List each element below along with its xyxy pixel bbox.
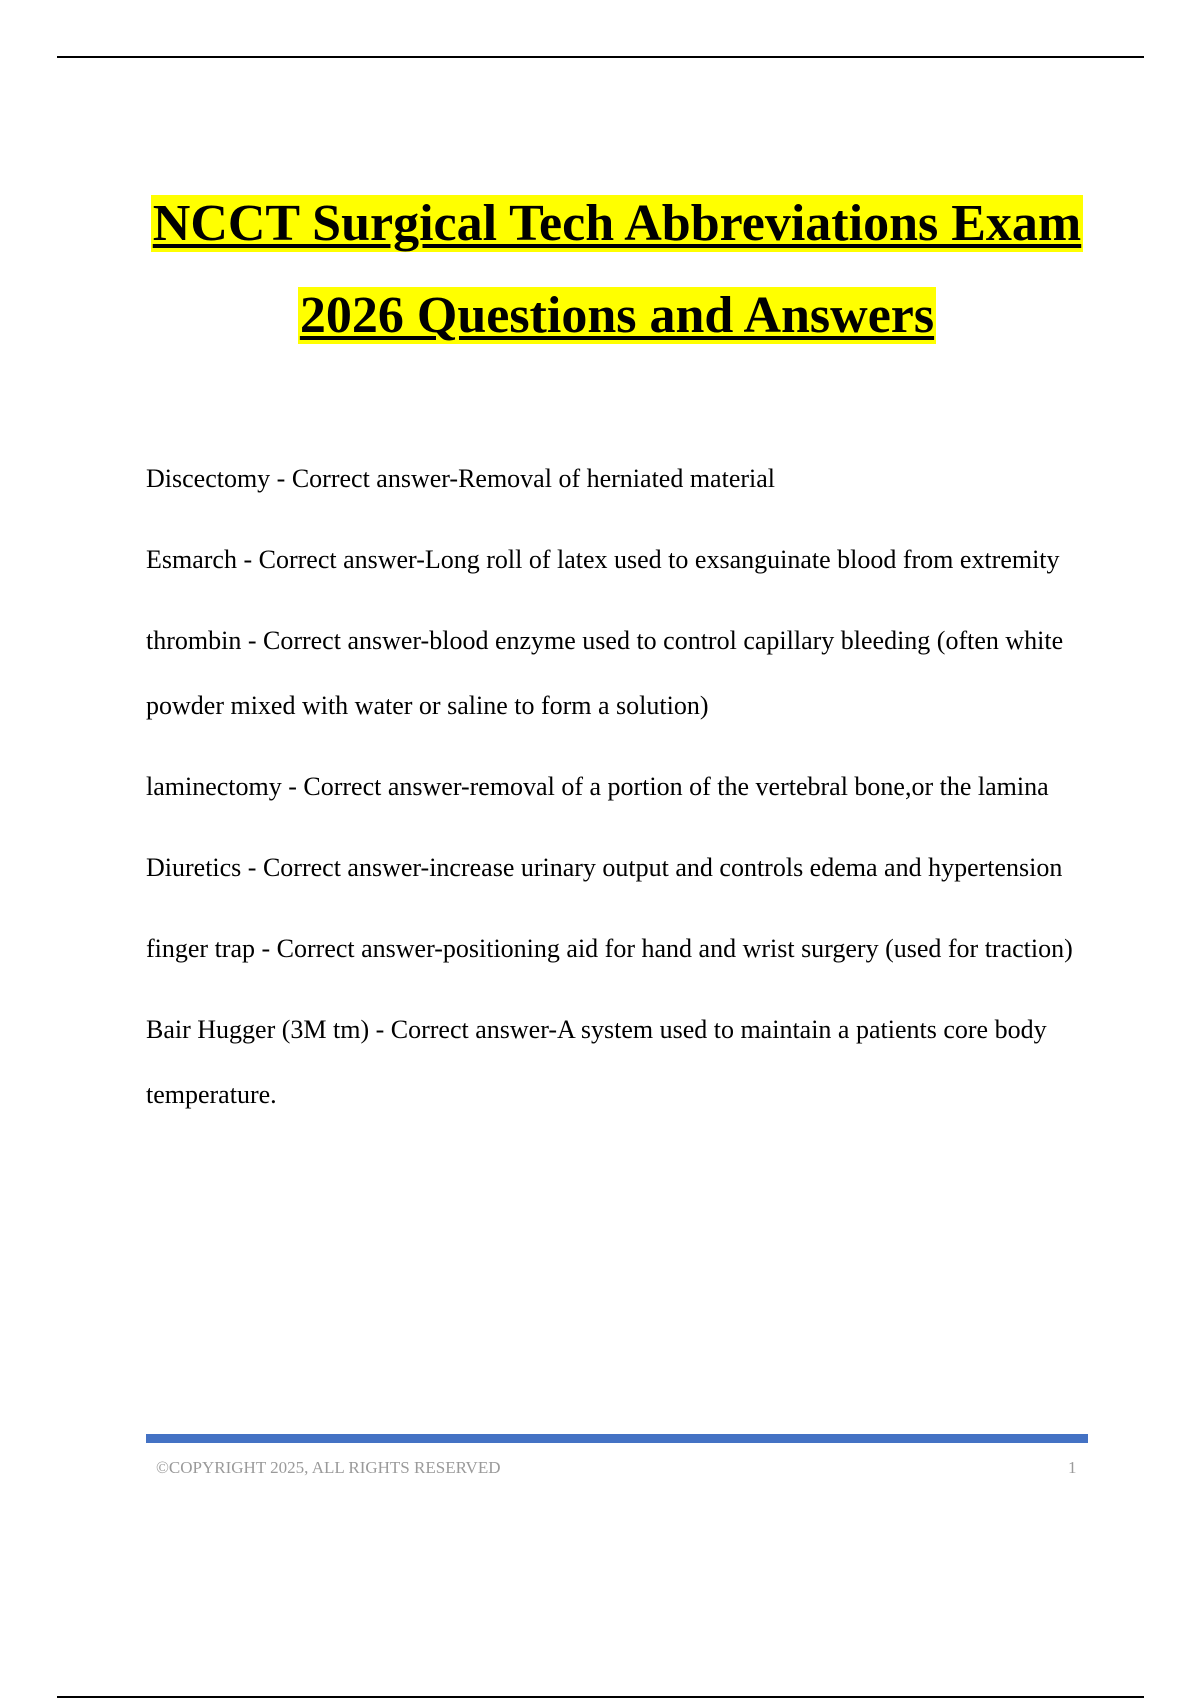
footer-divider [146, 1434, 1088, 1443]
qa-entry-bair-hugger: Bair Hugger (3M tm) - Correct answer-A system used to maintain a patients core body temperature. [146, 1015, 1047, 1109]
qa-entry-diuretics: Diuretics - Correct answer-increase urinary output and controls edema and hypertension [146, 853, 1063, 882]
document-title [120, 178, 1114, 362]
copyright-notice: ©COPYRIGHT 2025, ALL RIGHTS RESERVED [156, 1458, 501, 1477]
qa-entry-esmarch: Esmarch - Correct answer-Long roll of latex used to exsanguinate blood from extremity [146, 545, 1060, 574]
qa-list [146, 446, 1096, 1143]
bottom-divider [57, 1696, 1144, 1698]
title-line-1: NCCT Surgical Tech Abbreviations Exam [152, 195, 1082, 252]
qa-entry-laminectomy: laminectomy - Correct answer-removal of a portion of the vertebral bone,or the lamina [146, 772, 1049, 801]
title-line-2: 2026 Questions and Answers [299, 287, 935, 344]
qa-entry-finger-trap: finger trap - Correct answer-positioning aid for hand and wrist surgery (used for traction) [146, 934, 1073, 963]
top-divider [57, 56, 1144, 58]
page-number: 1 [1068, 1458, 1077, 1477]
qa-entry-discectomy: Discectomy - Correct answer-Removal of herniated material [146, 464, 776, 493]
qa-entry-thrombin: thrombin - Correct answer-blood enzyme used to control capillary bleeding (often white powder mixed with water or saline to form a solution) [146, 626, 1064, 720]
